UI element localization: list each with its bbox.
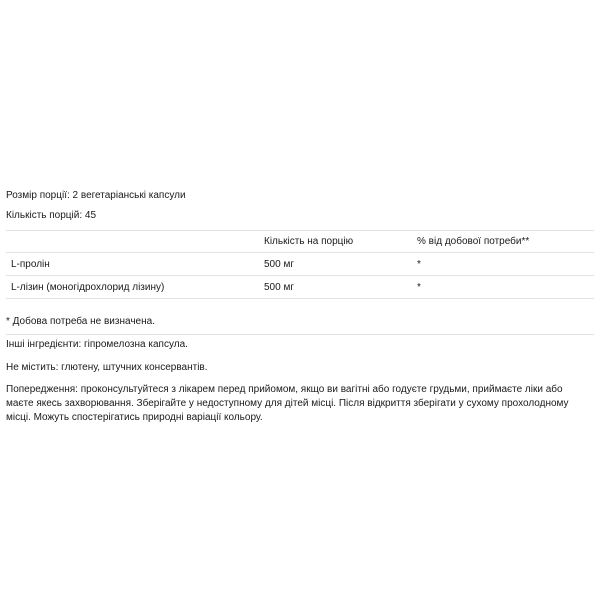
ingredient-name: L-лізин (моногідрохлорид лізину) [11,282,165,293]
ingredient-daily-value: * [417,259,421,270]
servings-per-container-text: Кількість порцій: 45 [6,210,97,221]
ingredient-name: L-пролін [11,259,50,270]
other-ingredients-text: Інші інгредієнти: гіпромелозна капсула. [6,339,188,350]
ingredient-amount: 500 мг [264,282,294,293]
table-header-row [6,230,594,252]
warning-text: Попередження: проконсультуйтеся з лікарем перед прийомом, якщо ви вагітні або годуєте грудьми, приймаєте ліки або маєте якесь захворювання. Зберігайте у недоступному для дітей місці. Після відкриття зберігати у сухому прохолодному місці. Можуть спостерігатись природні варіації кольору. [6,384,569,423]
amount-per-serving-header: Кількість на порцію [264,236,354,247]
supplement-facts-document [6,189,594,425]
divider [6,334,594,335]
table-row [6,252,594,275]
nutrition-table [6,230,594,299]
ingredient-amount: 500 мг [264,259,294,270]
daily-value-footnote: * Добова потреба не визначена. [6,316,155,327]
table-row [6,275,594,299]
ingredient-daily-value: * [417,282,421,293]
free-of-text: Не містить: глютену, штучних консервантів. [6,362,208,373]
daily-value-header: % від добової потреби** [417,236,530,247]
serving-size-text: Розмір порції: 2 вегетаріанські капсули [6,190,186,201]
